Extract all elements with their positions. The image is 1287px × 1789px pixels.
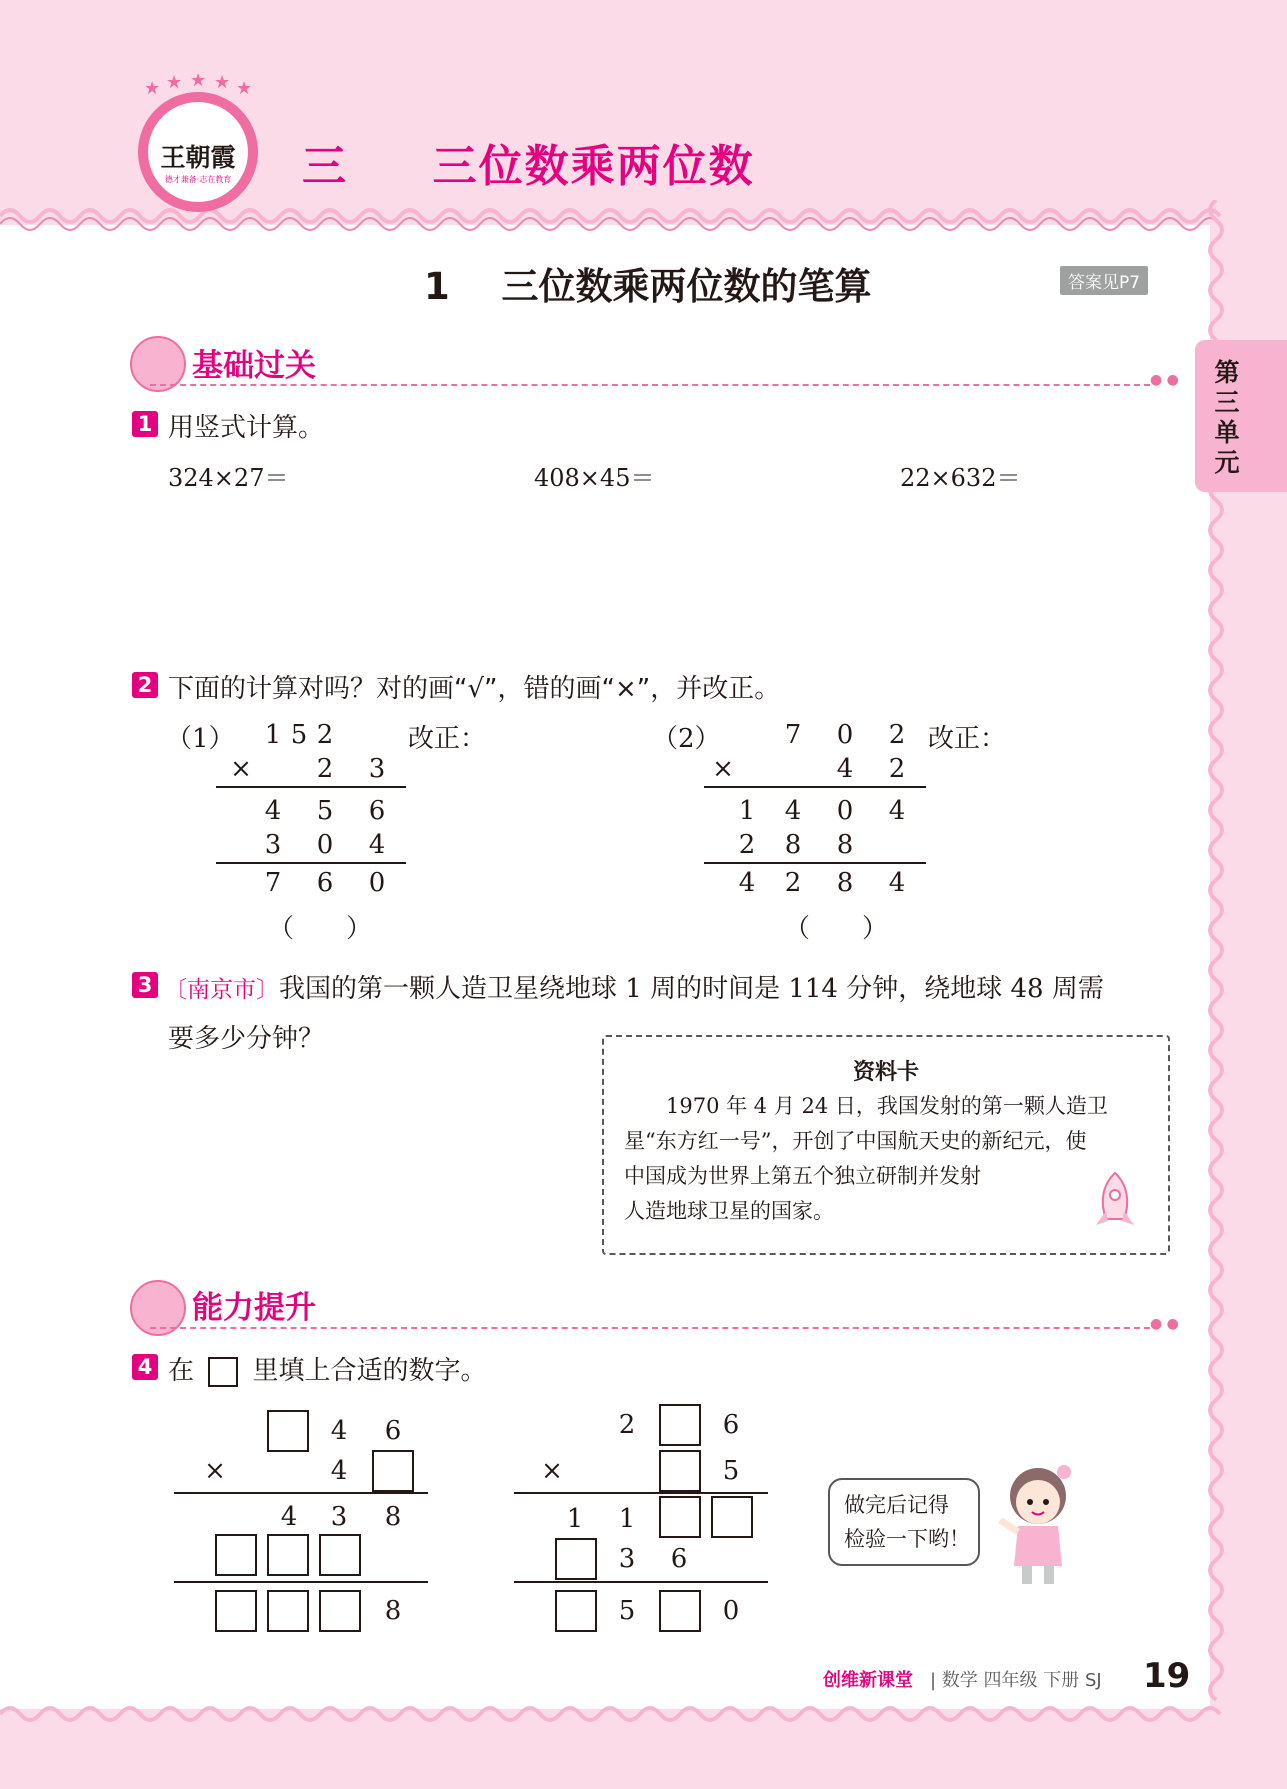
answer-box[interactable] (319, 1590, 361, 1632)
info-card-body (624, 1089, 1152, 1229)
digit: 4 (280, 1502, 298, 1532)
answer-box[interactable] (555, 1590, 597, 1632)
answer-box[interactable] (215, 1534, 257, 1576)
star-icon: ★ (236, 78, 253, 99)
digit: 3 (368, 754, 386, 784)
q1-expression-1: 324×27＝ (168, 464, 289, 492)
section-divider (150, 1327, 1150, 1329)
vertical-calc-line (174, 1492, 428, 1494)
answer-box[interactable] (659, 1450, 701, 1492)
digit: 7 (784, 720, 802, 750)
answer-box[interactable] (319, 1534, 361, 1576)
digit: 8 (384, 1596, 402, 1626)
times-sign: × (712, 754, 734, 784)
vertical-calc-line (514, 1581, 768, 1583)
section-heading-advance: 能力提升 (192, 1290, 316, 1326)
q4-prompt-b: 里填上合适的数字。 (252, 1356, 487, 1386)
times-sign: × (230, 754, 252, 784)
logo-text: 王朝霞 (160, 143, 236, 172)
digit: 1 (738, 796, 756, 826)
digit: 2 (888, 754, 906, 784)
bottom-wave-decoration (0, 1700, 1287, 1740)
q4-prompt-a: 在 (168, 1356, 195, 1386)
reminder-speech-bubble (828, 1478, 980, 1566)
star-icon: ★ (144, 78, 161, 99)
info-card-line: 星“东方红一号”，开创了中国航天史的新纪元，使 (624, 1129, 1087, 1153)
digit: 5 (290, 720, 308, 750)
digit: 6 (368, 796, 386, 826)
q2-part2-answer-parens[interactable]: （ ） (784, 914, 889, 944)
bubble-line: 检验一下哟！ (844, 1527, 970, 1551)
vertical-calc-line (216, 862, 406, 864)
lesson-title: 三位数乘两位数的笔算 (501, 265, 872, 308)
q2-part2-correction-label: 改正： (928, 724, 1007, 754)
star-icon: ★ (166, 72, 183, 93)
question-number-1: 1 (132, 411, 158, 437)
digit: 6 (670, 1544, 688, 1574)
q3-text-line1 (164, 968, 1104, 1005)
digit: 2 (618, 1410, 636, 1440)
side-tab-label: 第三单元 (1214, 358, 1240, 477)
footer-book-info: | 数学 四年级 下册 SJ (930, 1670, 1102, 1691)
vertical-calc-line (216, 786, 406, 788)
digit: 3 (330, 1502, 348, 1532)
digit: 0 (836, 796, 854, 826)
question-number-4: 4 (132, 1354, 158, 1380)
q4-prompt (168, 1350, 487, 1387)
rocket-icon (1080, 1167, 1150, 1237)
digit: 0 (836, 720, 854, 750)
digit: 7 (264, 868, 282, 898)
q3-area-tag: 〔南京市〕 (164, 977, 279, 1003)
q2-prompt: 下面的计算对吗？对的画“√”，错的画“×”，并改正。 (168, 674, 781, 704)
digit: 0 (368, 868, 386, 898)
answer-box[interactable] (267, 1410, 309, 1452)
answer-box[interactable] (711, 1496, 753, 1538)
answer-box[interactable] (372, 1450, 414, 1492)
q2-part2-label: （2） (652, 724, 721, 754)
vertical-calc-line (514, 1492, 768, 1494)
digit: 4 (330, 1456, 348, 1486)
digit: 8 (836, 868, 854, 898)
info-card-title: 资料卡 (852, 1060, 919, 1085)
dots-decoration-icon: ● ● (1150, 1316, 1179, 1332)
answer-box[interactable] (659, 1590, 701, 1632)
digit: 2 (738, 830, 756, 860)
info-card-line: 人造地球卫星的国家。 (624, 1199, 834, 1223)
vertical-calc-line (174, 1581, 428, 1583)
answer-box[interactable] (267, 1590, 309, 1632)
logo-subtext: 德才兼备·志在教育 (164, 175, 232, 184)
digit: 4 (738, 868, 756, 898)
question-number-2: 2 (132, 672, 158, 698)
digit: 4 (330, 1416, 348, 1446)
q2-part1-answer-parens[interactable]: （ ） (268, 914, 373, 944)
bubble-text (844, 1488, 970, 1556)
q1-expression-2: 408×45＝ (534, 464, 655, 492)
vertical-calc-line (704, 786, 926, 788)
digit: 1 (618, 1504, 636, 1534)
digit: 8 (384, 1502, 402, 1532)
q3-text-line2: 要多少分钟？ (168, 1024, 325, 1054)
unit-side-tab (1195, 340, 1287, 492)
answer-box[interactable] (267, 1534, 309, 1576)
digit: 2 (316, 754, 334, 784)
star-icon: ★ (190, 70, 207, 91)
lesson-heading (424, 256, 872, 310)
q3-line1: 我国的第一颗人造卫星绕地球 1 周的时间是 114 分钟，绕地球 48 周需 (279, 974, 1104, 1004)
info-card-line: 中国成为世界上第五个独立研制并发射 (624, 1164, 981, 1188)
digit: 3 (264, 830, 282, 860)
info-card-line: 1970 年 4 月 24 日，我国发射的第一颗人造卫 (624, 1094, 1108, 1118)
digit: 8 (784, 830, 802, 860)
logo-inner (148, 102, 248, 202)
answer-box[interactable] (215, 1590, 257, 1632)
unit-number: 三 (302, 141, 348, 192)
unit-heading (302, 130, 755, 194)
digit: 4 (264, 796, 282, 826)
star-icon: ★ (214, 72, 231, 93)
q1-prompt: 用竖式计算。 (168, 413, 325, 443)
digit: 6 (316, 868, 334, 898)
question-number-3: 3 (132, 972, 158, 998)
digit: 8 (836, 830, 854, 860)
digit: 0 (316, 830, 334, 860)
digit: 5 (316, 796, 334, 826)
digit: 3 (618, 1544, 636, 1574)
digit: 1 (264, 720, 282, 750)
answer-box[interactable] (555, 1538, 597, 1580)
lesson-number: 1 (424, 265, 450, 308)
digit: 4 (784, 796, 802, 826)
page-number: 19 (1143, 1656, 1191, 1696)
digit: 6 (722, 1410, 740, 1440)
digit: 5 (618, 1596, 636, 1626)
digit: 1 (566, 1504, 584, 1534)
digit: 2 (316, 720, 334, 750)
bubble-line: 做完后记得 (844, 1493, 949, 1517)
q2-part1-correction-label: 改正： (408, 724, 487, 754)
brand-logo (138, 70, 258, 212)
digit: 0 (722, 1596, 740, 1626)
q2-part1-label: （1） (166, 724, 235, 754)
times-sign: × (204, 1456, 226, 1486)
footer-brand: 创维新课堂 (823, 1670, 913, 1691)
digit: 4 (836, 754, 854, 784)
section-divider (150, 384, 1150, 386)
digit: 4 (888, 868, 906, 898)
times-sign: × (541, 1456, 563, 1486)
unit-title: 三位数乘两位数 (432, 141, 755, 192)
answer-box[interactable] (659, 1496, 701, 1538)
answer-box[interactable] (659, 1404, 701, 1446)
digit: 5 (722, 1456, 740, 1486)
dots-decoration-icon: ● ● (1150, 372, 1179, 388)
digit: 4 (888, 796, 906, 826)
digit: 2 (784, 868, 802, 898)
digit: 6 (384, 1416, 402, 1446)
q1-expression-3: 22×632＝ (900, 464, 1021, 492)
answer-reference-tag: 答案见P7 (1060, 266, 1148, 295)
vertical-calc-line (704, 862, 926, 864)
blank-box-icon (208, 1357, 238, 1387)
girl-character-icon (990, 1460, 1086, 1590)
digit: 4 (368, 830, 386, 860)
info-card (602, 1035, 1170, 1255)
digit: 2 (888, 720, 906, 750)
section-heading-basic: 基础过关 (192, 348, 316, 384)
